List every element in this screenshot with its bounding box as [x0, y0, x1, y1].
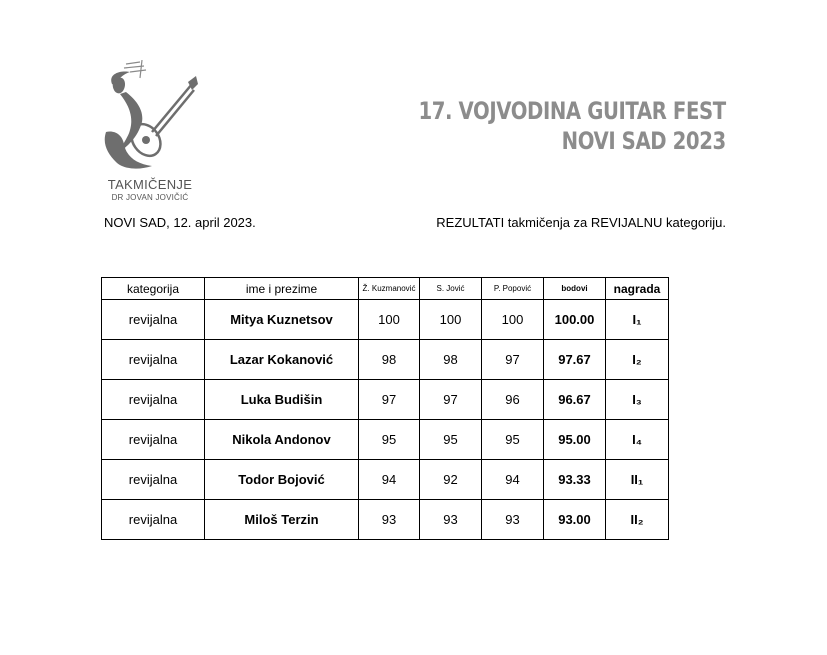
cell-points: 96.67 — [544, 380, 606, 420]
cell-judge-3: 94 — [482, 460, 544, 500]
cell-judge-1: 94 — [359, 460, 420, 500]
column-header-points: bodovi — [544, 278, 606, 300]
festival-logo — [100, 60, 200, 200]
table-row — [102, 420, 669, 460]
cell-points: 97.67 — [544, 340, 606, 380]
cell-judge-1: 97 — [359, 380, 420, 420]
place-date: NOVI SAD, 12. april 2023. — [104, 215, 256, 230]
cell-award: II₁ — [606, 460, 669, 500]
cell-judge-3: 97 — [482, 340, 544, 380]
cell-judge-1: 100 — [359, 300, 420, 340]
table-row — [102, 300, 669, 340]
cell-name: Mitya Kuznetsov — [205, 300, 359, 340]
cell-name: Luka Budišin — [205, 380, 359, 420]
table-row — [102, 380, 669, 420]
table-header-row — [102, 278, 669, 300]
table-row — [102, 500, 669, 540]
guitarist-icon — [100, 60, 200, 178]
column-header-judge-2: S. Jović — [420, 278, 482, 300]
results-heading: REZULTATI takmičenja za REVIJALNU kategoriju. — [436, 215, 726, 230]
cell-points: 100.00 — [544, 300, 606, 340]
cell-category: revijalna — [102, 460, 205, 500]
cell-judge-3: 96 — [482, 380, 544, 420]
column-header-category: kategorija — [102, 278, 205, 300]
cell-name: Lazar Kokanović — [205, 340, 359, 380]
cell-points: 95.00 — [544, 420, 606, 460]
cell-judge-2: 98 — [420, 340, 482, 380]
cell-points: 93.00 — [544, 500, 606, 540]
cell-category: revijalna — [102, 300, 205, 340]
cell-category: revijalna — [102, 500, 205, 540]
column-header-award: nagrada — [606, 278, 669, 300]
cell-judge-2: 92 — [420, 460, 482, 500]
column-header-judge-1: Ž. Kuzmanović — [359, 278, 420, 300]
column-header-name: ime i prezime — [205, 278, 359, 300]
cell-judge-2: 93 — [420, 500, 482, 540]
cell-award: II₂ — [606, 500, 669, 540]
logo-title: TAKMIČENJE — [107, 177, 193, 192]
cell-judge-2: 95 — [420, 420, 482, 460]
results-table — [101, 277, 669, 540]
table-row — [102, 340, 669, 380]
cell-category: revijalna — [102, 420, 205, 460]
festival-title — [419, 96, 726, 156]
cell-judge-1: 98 — [359, 340, 420, 380]
festival-title-line1: 17. VOJVODINA GUITAR FEST — [418, 97, 726, 125]
cell-judge-3: 100 — [482, 300, 544, 340]
cell-judge-3: 95 — [482, 420, 544, 460]
cell-award: I₄ — [606, 420, 669, 460]
cell-judge-2: 97 — [420, 380, 482, 420]
cell-judge-2: 100 — [420, 300, 482, 340]
logo-subtitle: DR JOVAN JOVIČIĆ — [111, 193, 189, 202]
cell-name: Miloš Terzin — [205, 500, 359, 540]
cell-judge-3: 93 — [482, 500, 544, 540]
cell-name: Todor Bojović — [205, 460, 359, 500]
cell-award: I₃ — [606, 380, 669, 420]
table-row — [102, 460, 669, 500]
cell-points: 93.33 — [544, 460, 606, 500]
festival-title-line2: NOVI SAD 2023 — [561, 127, 726, 155]
cell-name: Nikola Andonov — [205, 420, 359, 460]
column-header-judge-3: P. Popović — [482, 278, 544, 300]
cell-award: I₁ — [606, 300, 669, 340]
cell-judge-1: 93 — [359, 500, 420, 540]
cell-judge-1: 95 — [359, 420, 420, 460]
cell-category: revijalna — [102, 380, 205, 420]
cell-category: revijalna — [102, 340, 205, 380]
cell-award: I₂ — [606, 340, 669, 380]
